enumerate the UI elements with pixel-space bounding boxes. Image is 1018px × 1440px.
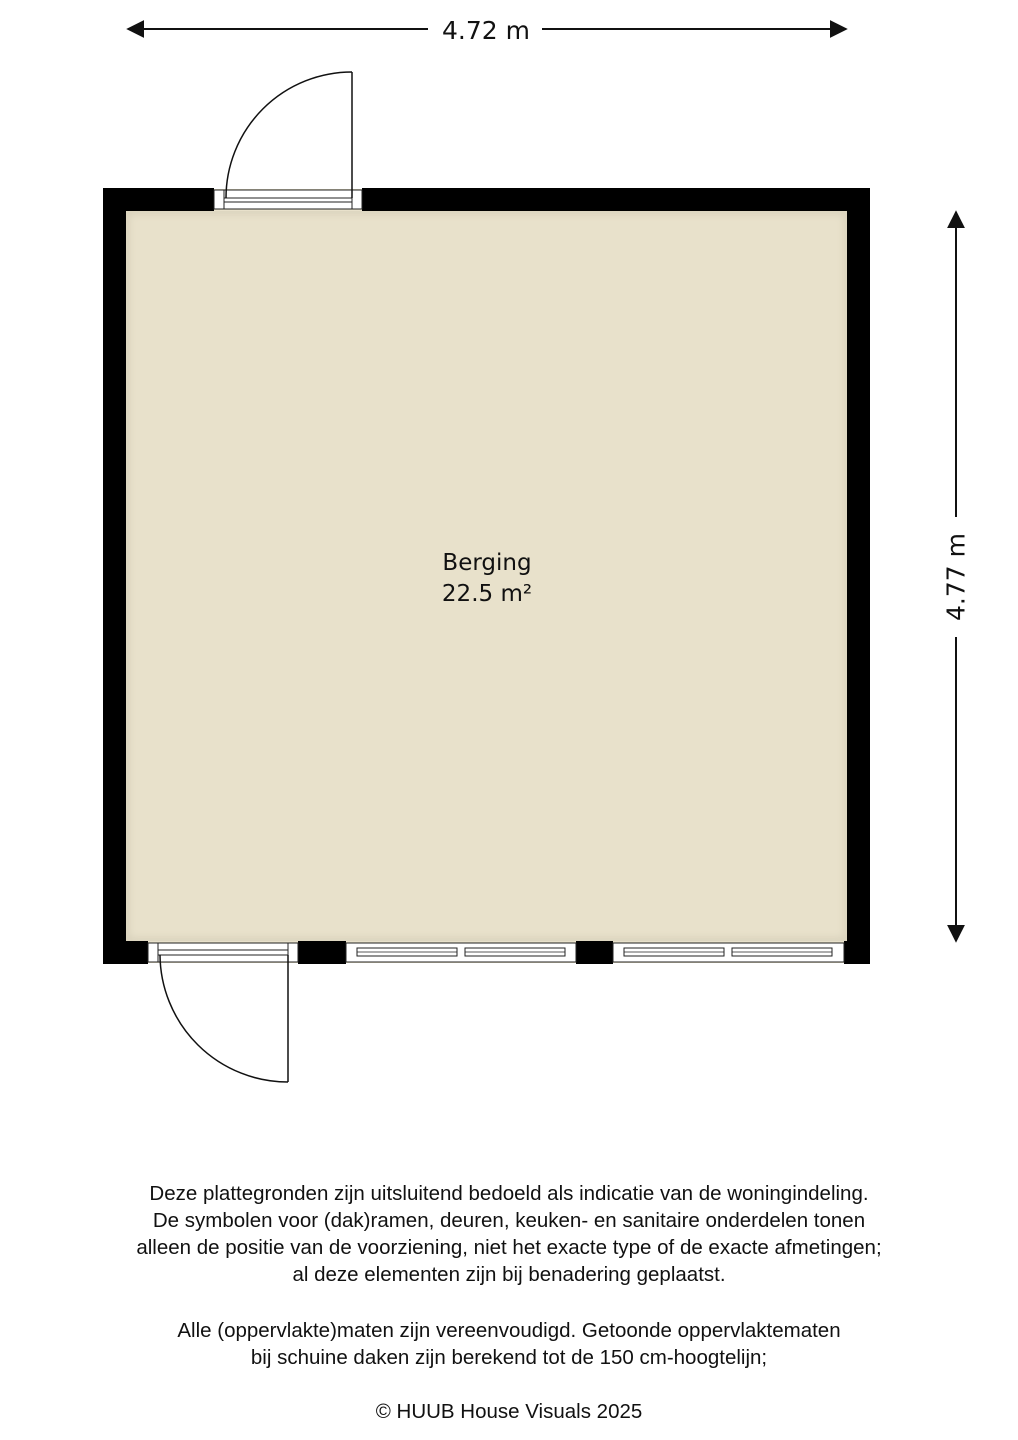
height-dimension-label: 4.77 m <box>941 533 971 621</box>
top-door-frame <box>214 190 362 209</box>
wall-bottom-pillar-1 <box>298 941 346 964</box>
window-1 <box>346 943 576 962</box>
copyright-text: © HUUB House Visuals 2025 <box>375 1400 643 1423</box>
room-floor <box>104 189 869 963</box>
wall-top-right <box>362 188 870 211</box>
width-dimension <box>128 16 846 45</box>
height-dimension <box>942 212 971 941</box>
disclaimer-line: De symbolen voor (dak)ramen, deuren, keuken- en sanitaire onderdelen tonen <box>152 1209 866 1232</box>
disclaimer-line: Deze plattegronden zijn uitsluitend bedoeld als indicatie van de woningindeling. <box>149 1182 869 1205</box>
wall-bottom-right <box>844 941 870 964</box>
top-door-swing-arc <box>226 72 352 198</box>
bottom-door <box>148 943 298 1082</box>
wall-bottom-left <box>103 941 148 964</box>
disclaimer-line: al deze elementen zijn bij benadering geplaatst. <box>292 1263 726 1286</box>
bottom-door-frame <box>148 943 298 962</box>
disclaimer-line: bij schuine daken zijn berekend tot de 150 cm-hoogtelijn; <box>250 1346 768 1369</box>
width-dimension-label: 4.72 m <box>442 16 530 45</box>
wall-right <box>847 188 870 964</box>
wall-left <box>103 188 126 964</box>
window-2 <box>613 943 844 962</box>
room-name-label: Berging <box>442 550 532 576</box>
room-area-label: 22.5 m² <box>441 581 533 607</box>
disclaimer-line: alleen de positie van de voorziening, niet het exacte type of de exacte afmetingen; <box>136 1236 882 1259</box>
disclaimer-line: Alle (oppervlakte)maten zijn vereenvoudigd. Getoonde oppervlaktematen <box>177 1319 841 1342</box>
wall-bottom-pillar-2 <box>576 941 613 964</box>
disclaimer-paragraph-2 <box>0 1317 1018 1371</box>
disclaimer-paragraph-1 <box>0 1180 1018 1288</box>
copyright-notice <box>0 1398 1018 1425</box>
top-door <box>214 72 362 209</box>
bottom-door-swing-arc <box>160 955 288 1082</box>
